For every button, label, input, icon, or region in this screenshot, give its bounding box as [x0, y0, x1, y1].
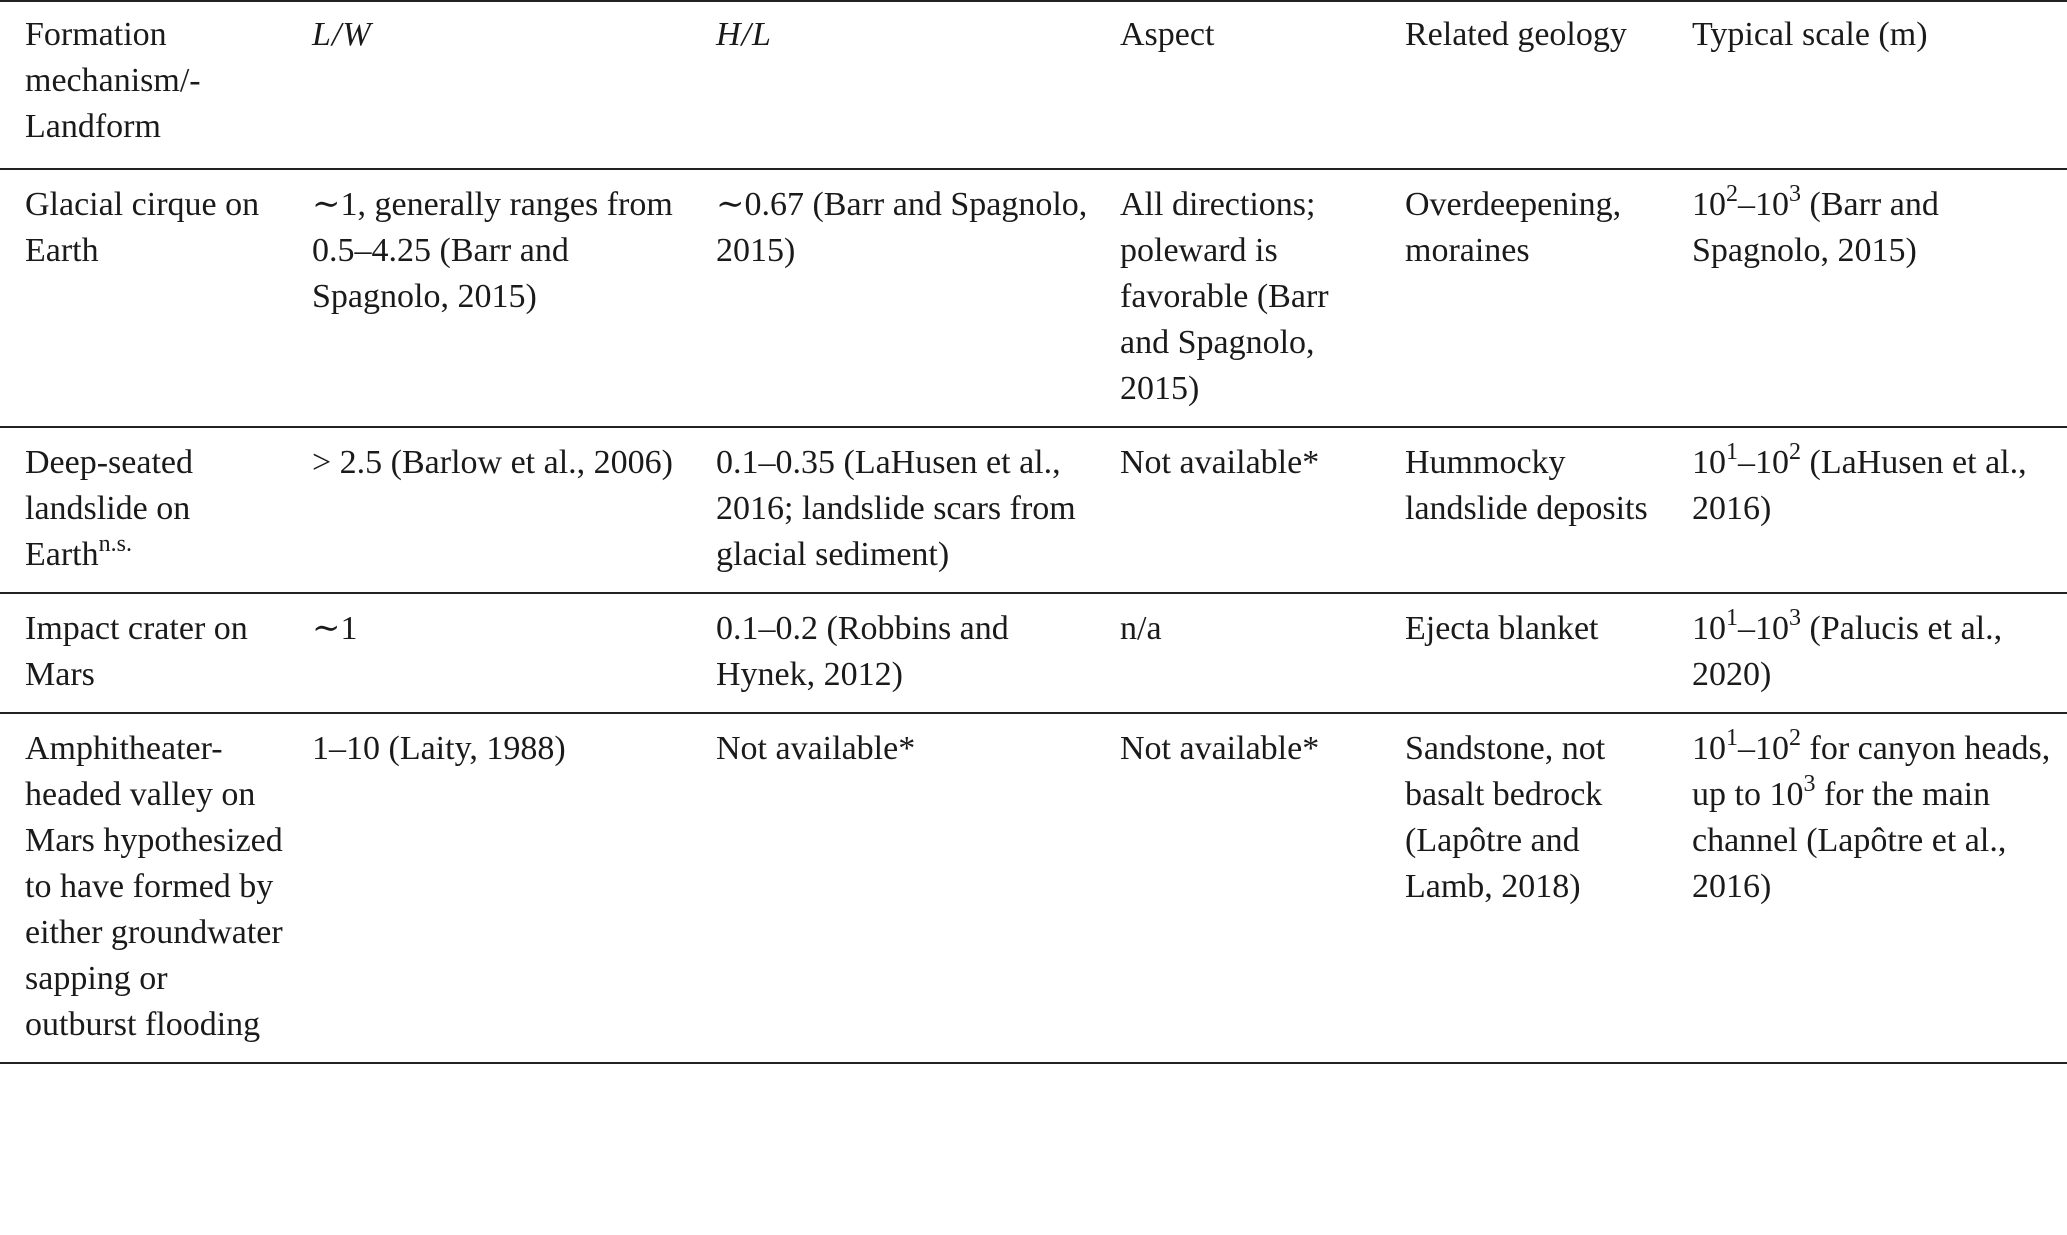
cell-mechanism: [0, 427, 287, 593]
scale-base-high: –10: [1738, 444, 1789, 481]
header-typical-scale: Typical scale (m): [1692, 16, 1928, 53]
header-height-length: H/L: [716, 16, 772, 53]
cell-related-geology: Sandstone, not basalt bedrock (Lapôtre and Lamb, 2018): [1405, 730, 1606, 905]
scale-base: 10: [1692, 610, 1726, 647]
cell-typical-scale: [1667, 427, 2067, 593]
cell-typical-scale: [1667, 713, 2067, 1063]
cell-related-geology: Hummocky landslide deposits: [1405, 444, 1648, 527]
scale-base-high: –10: [1738, 186, 1789, 223]
scale-exponent-high: 2: [1789, 439, 1801, 465]
cell-mechanism: [0, 593, 287, 713]
mechanism-text: Glacial cirque on Earth: [25, 186, 260, 269]
cell-length-width: > 2.5 (Barlow et al., 2006): [312, 444, 673, 481]
scale-base: 10: [1692, 186, 1726, 223]
cell-related-geology: Ejecta blanket: [1405, 610, 1599, 647]
cell-typical-scale: [1667, 593, 2067, 713]
table-row-deep-seated-landslide: [0, 427, 2067, 593]
scale-citation: (Barr and Spagnolo, 2015): [1692, 186, 1939, 269]
cell-height-length: ∼0.67 (Barr and Spagnolo, 2015): [716, 186, 1088, 269]
scale-exponent-low: 1: [1726, 605, 1738, 631]
table-row-glacial-cirque: [0, 169, 2067, 427]
cell-related-geology: Overdeepening, moraines: [1405, 186, 1622, 269]
header-length-width: L/W: [312, 16, 372, 53]
scale-canyon-heads: for canyon heads, up to 10: [1692, 730, 2051, 813]
cell-height-length: 0.1–0.35 (LaHusen et al., 2016; landslide scars from glacial sediment): [716, 444, 1076, 573]
scale-citation: for the main channel (Lapôtre et al., 2016): [1692, 776, 2007, 905]
cell-mechanism: [0, 169, 287, 427]
scale-base-high: –10: [1738, 610, 1789, 647]
cell-length-width: 1–10 (Laity, 1988): [312, 730, 566, 767]
cell-height-length: 0.1–0.2 (Robbins and Hynek, 2012): [716, 610, 1009, 693]
header-mechanism: Formation mechanism/-Landform: [25, 16, 201, 145]
cell-aspect: Not available*: [1120, 730, 1320, 767]
cell-aspect: All directions; poleward is favorable (Barr and Spagnolo, 2015): [1120, 186, 1329, 407]
header-aspect: Aspect: [1120, 16, 1215, 53]
mechanism-text: Impact crater on Mars: [25, 610, 248, 693]
cell-length-width: ∼1: [312, 610, 358, 647]
scale-base: 10: [1692, 444, 1726, 481]
table-row-amphitheater-valley: [0, 713, 2067, 1063]
scale-citation: (LaHusen et al., 2016): [1692, 444, 2027, 527]
scale-base-high: –10: [1738, 730, 1789, 767]
cell-height-length: Not available*: [716, 730, 916, 767]
header-related-geology: Related geology: [1405, 16, 1627, 53]
cell-mechanism: [0, 713, 287, 1063]
scale-exponent-low: 1: [1726, 725, 1738, 751]
scale-exponent-high: 2: [1789, 725, 1801, 751]
mechanism-text: Amphitheater-headed valley on Mars hypothesized to have formed by either groundwater sapping or outburst flooding: [25, 730, 283, 1043]
mechanism-superscript: n.s.: [98, 531, 132, 557]
mechanism-text: Deep-seated landslide on Earth: [25, 444, 194, 573]
table-row-impact-crater: [0, 593, 2067, 713]
cell-aspect: Not available*: [1120, 444, 1320, 481]
scale-exponent-low: 1: [1726, 439, 1738, 465]
scale-exponent-high: 3: [1789, 181, 1801, 207]
scale-citation: (Palucis et al., 2020): [1692, 610, 2003, 693]
scale-exponent-low: 2: [1726, 181, 1738, 207]
scale-base: 10: [1692, 730, 1726, 767]
scale-exponent-high: 3: [1789, 605, 1801, 631]
table-header-row: [0, 1, 2067, 169]
cell-typical-scale: [1667, 169, 2067, 427]
cell-aspect: n/a: [1120, 610, 1162, 647]
cell-length-width: ∼1, generally ranges from 0.5–4.25 (Barr and Spagnolo, 2015): [312, 186, 673, 315]
scale-exponent-channel: 3: [1803, 771, 1816, 797]
